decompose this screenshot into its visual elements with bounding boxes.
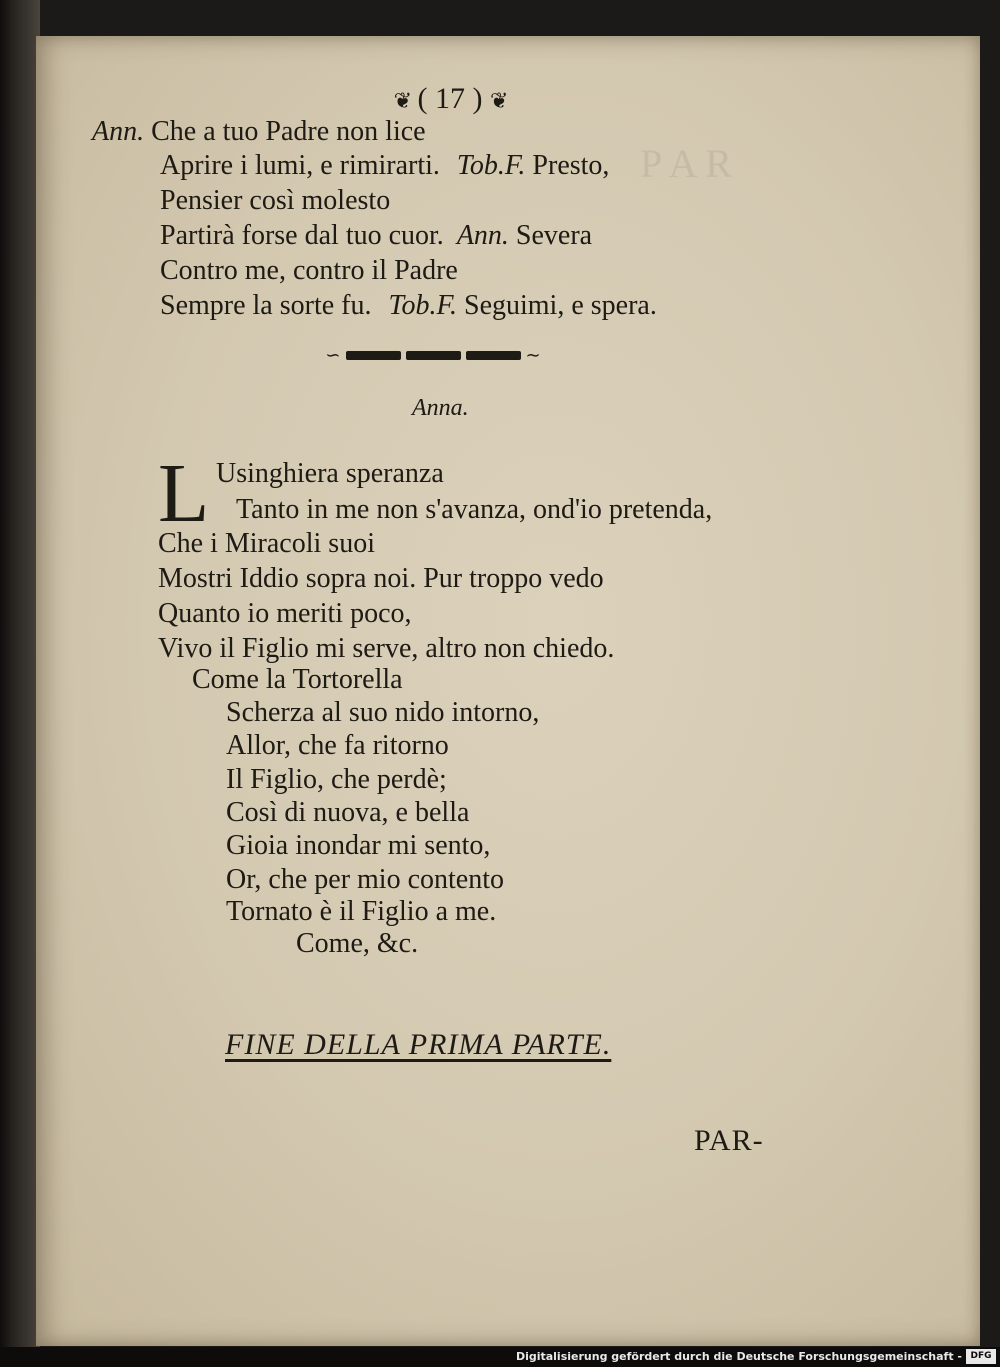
verse-line [160, 152, 609, 180]
verse-line: Vivo il Figlio mi serve, altro non chiedo. [158, 633, 615, 664]
verse-text: Che a tuo Padre non lice [151, 116, 426, 147]
speaker-label: Ann. [92, 116, 145, 147]
page-number: ( 17 ) [417, 82, 483, 115]
verse-line: Tanto in me non s'avanza, ond'io pretenda, [236, 494, 713, 525]
verse-line: Allor, che fa ritorno [226, 730, 449, 761]
verse-line: Tornato è il Figlio a me. [226, 896, 497, 927]
swirl-right-icon: ∼ [525, 344, 541, 365]
speaker-label: Tob.F. [388, 290, 457, 321]
book-binding [0, 0, 40, 1350]
ornamental-divider [318, 346, 548, 364]
verse-text: Partirà forse dal tuo cuor. [160, 220, 444, 251]
verse-text: Pensier così molesto [160, 185, 391, 216]
verse-line [92, 118, 426, 146]
ornament-right-icon: ❦ [489, 88, 507, 113]
bleed-through-text: P A R [640, 141, 732, 186]
section-title: Anna. [412, 395, 469, 421]
verse-line: Or, che per mio contento [226, 864, 505, 895]
ornament-left-icon: ❦ [393, 88, 410, 113]
verse-text: Severa [515, 220, 593, 251]
drop-cap: L [158, 447, 210, 540]
verse-line: Scherza al suo nido intorno, [226, 697, 540, 728]
verse-line [160, 222, 592, 250]
verse-line [160, 257, 458, 285]
verse-text: Aprire i lumi, e rimirarti. [160, 150, 440, 181]
divider-bar [466, 351, 521, 360]
divider-bar [346, 351, 401, 360]
end-of-part-heading: FINE DELLA PRIMA PARTE. [225, 1028, 612, 1061]
verse-line [160, 292, 657, 320]
dfg-logo-icon: DFG [966, 1349, 996, 1364]
verse-text: Contro me, contro il Padre [160, 255, 458, 286]
verse-line [160, 187, 390, 215]
verse-text: Presto, [532, 150, 610, 181]
verse-line: Come la Tortorella [192, 664, 403, 695]
verse-text: Seguimi, e spera. [464, 290, 657, 321]
verse-line: Usinghiera speranza [216, 458, 444, 489]
divider-bar [406, 351, 461, 360]
digitization-footer [0, 1347, 1000, 1367]
footer-credit: Digitalisierung gefördert durch die Deutsche Forschungsgemeinschaft - [515, 1350, 962, 1363]
verse-line: Mostri Iddio sopra noi. Pur troppo vedo [158, 563, 604, 594]
verse-text: Sempre la sorte fu. [160, 290, 372, 321]
speaker-label: Tob.F. [456, 150, 526, 181]
verse-line: Così di nuova, e bella [226, 797, 470, 828]
verse-line: Gioia inondar mi sento, [226, 830, 491, 861]
speaker-label: Ann. [456, 220, 509, 251]
verse-line: Che i Miracoli suoi [158, 528, 375, 559]
swirl-left-icon: ∽ [325, 344, 341, 365]
catchword: PAR- [694, 1124, 764, 1157]
verse-line: Quanto io meriti poco, [158, 598, 412, 629]
verse-line: Come, &c. [296, 928, 419, 959]
verse-line: Il Figlio, che perdè; [226, 764, 447, 795]
page-header [335, 82, 565, 116]
